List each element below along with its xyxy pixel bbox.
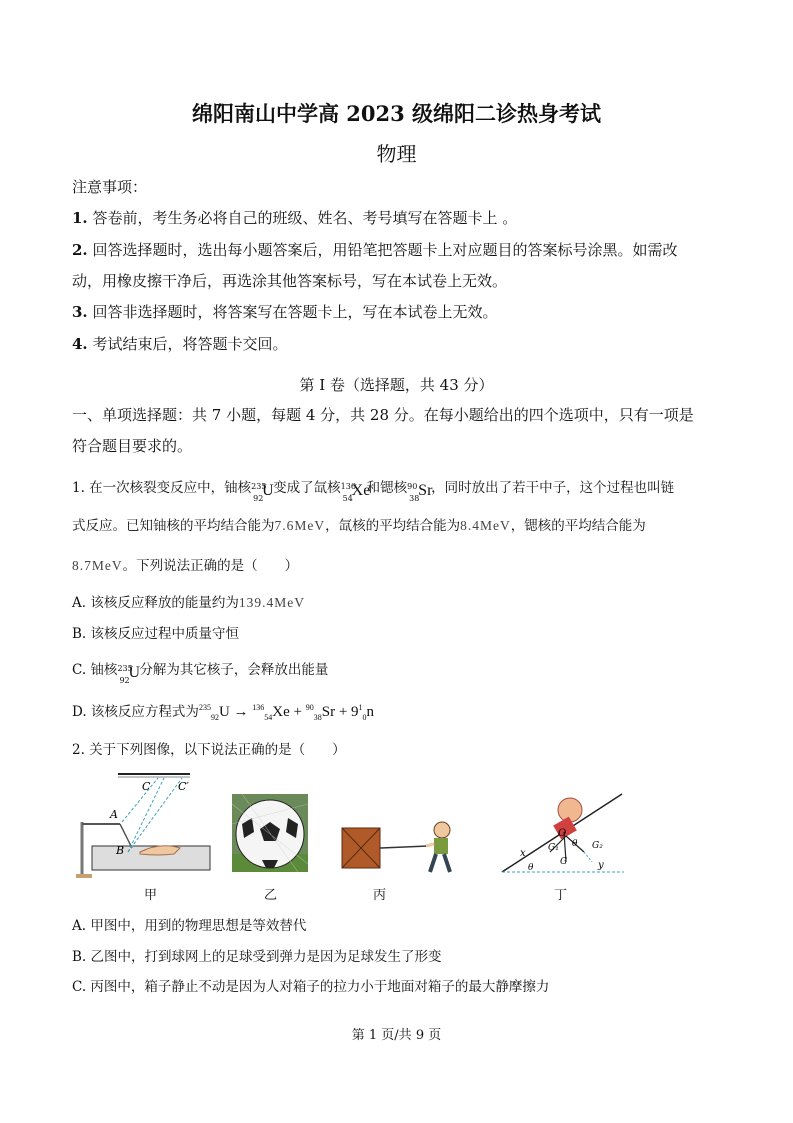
section-instruction-1: 一、单项选择题：共 7 小题，每题 4 分，共 28 分。在每小题给出的四个选项中，只有一项是 — [72, 406, 694, 424]
subject-title: 物理 — [376, 142, 417, 166]
svg-text:y: y — [598, 860, 604, 871]
page-footer: 第 1 页/共 9 页 — [351, 1028, 442, 1043]
exam-title: 绵阳南山中学高 2023 级绵阳二诊热身考试 — [191, 101, 602, 126]
svg-text:C: C — [142, 780, 151, 793]
q2-option-c: C. 丙图中，箱子静止不动是因为人对箱子的拉力小于地面对箱子的最大静摩擦力 — [72, 979, 550, 995]
rope — [380, 846, 428, 848]
svg-text:C′: C′ — [178, 780, 189, 793]
uranium-symbol: 235 92 U — [117, 663, 140, 685]
svg-text:B: B — [116, 844, 125, 857]
q1-option-d: D. 该核反应方程式为$^{235}_{92}U \to ^{136}_{54}Xe + ^{90}_{38}Sr + 9^1_0n$ — [72, 703, 375, 722]
section-title: 第 I 卷（选择题，共 43 分） — [299, 376, 494, 394]
q2-option-b: B. 乙图中，打到球网上的足球受到弹力是因为足球发生了形变 — [72, 949, 442, 965]
notice-item-2: 2. 回答选择题时，选出每小题答案后，用铅笔把答题卡上对应题目的答案标号涂黑。如需改 — [72, 241, 678, 259]
person-head — [558, 798, 582, 822]
q1-line-2: 式反应。已知铀核的平均结合能为7.6MeV，氙核的平均结合能为8.4MeV，锶核的平均结合能为 — [72, 518, 646, 534]
q1-line-1: 1. 在一次核裂变反应中，铀核 235 92 U 变成了氙核 136 54 Xe 和锶核 90 38 Sr ，同时放出了若干中子，这个过程也叫链 — [72, 480, 675, 503]
notice-item-3: 3. 回答非选择题时，将答案写在答题卡上，写在本试卷上无效。 — [72, 303, 498, 321]
figure-label-bing: 丙 — [373, 888, 387, 903]
svg-text:x: x — [520, 848, 526, 859]
svg-text:G₂: G₂ — [592, 841, 603, 851]
q1-line-3: 8.7MeV。下列说法正确的是（ ） — [72, 558, 299, 574]
q1-option-a: A. 该核反应释放的能量约为139.4MeV — [72, 595, 305, 611]
svg-text:A: A — [110, 808, 118, 821]
person-head — [434, 822, 450, 838]
section-instruction-2: 符合题目要求的。 — [72, 437, 193, 455]
uranium-symbol: 235 92 U — [251, 481, 274, 503]
svg-text:θ: θ — [528, 863, 534, 873]
svg-text:G: G — [560, 857, 568, 867]
figure-yi — [232, 794, 308, 872]
notice-item-2-cont: 动，用橡皮擦干净后，再选涂其他答案标号，写在本试卷上无效。 — [72, 272, 508, 290]
strontium-symbol: 90 38 Sr — [407, 481, 433, 503]
figure-label-yi: 乙 — [264, 888, 278, 903]
q1-option-b: B. 该核反应过程中质量守恒 — [72, 626, 240, 642]
figure-label-ding: 丁 — [554, 888, 568, 903]
figure-jia — [70, 768, 220, 880]
xenon-symbol: 136 54 Xe — [340, 481, 371, 503]
q2-stem: 2. 关于下列图像，以下说法正确的是（ ） — [72, 742, 346, 758]
figure-ding — [500, 792, 630, 876]
svg-text:G₁: G₁ — [548, 843, 559, 853]
notice-item-1: 1. 答卷前，考生务必将自己的班级、姓名、考号填写在答题卡上 。 — [72, 209, 518, 227]
q2-option-a: A. 甲图中，用到的物理思想是等效替代 — [72, 918, 307, 934]
svg-text:O: O — [558, 828, 567, 839]
q1-option-c: C. 铀核 235 92 U 分解为其它核子，会释放出能量 — [72, 662, 329, 685]
figure-bing — [340, 818, 470, 880]
figure-label-jia: 甲 — [144, 888, 158, 903]
svg-text:θ: θ — [572, 839, 578, 849]
notice-heading: 注意事项： — [72, 178, 148, 196]
notice-item-4: 4. 考试结束后，将答题卡交回。 — [72, 335, 288, 353]
